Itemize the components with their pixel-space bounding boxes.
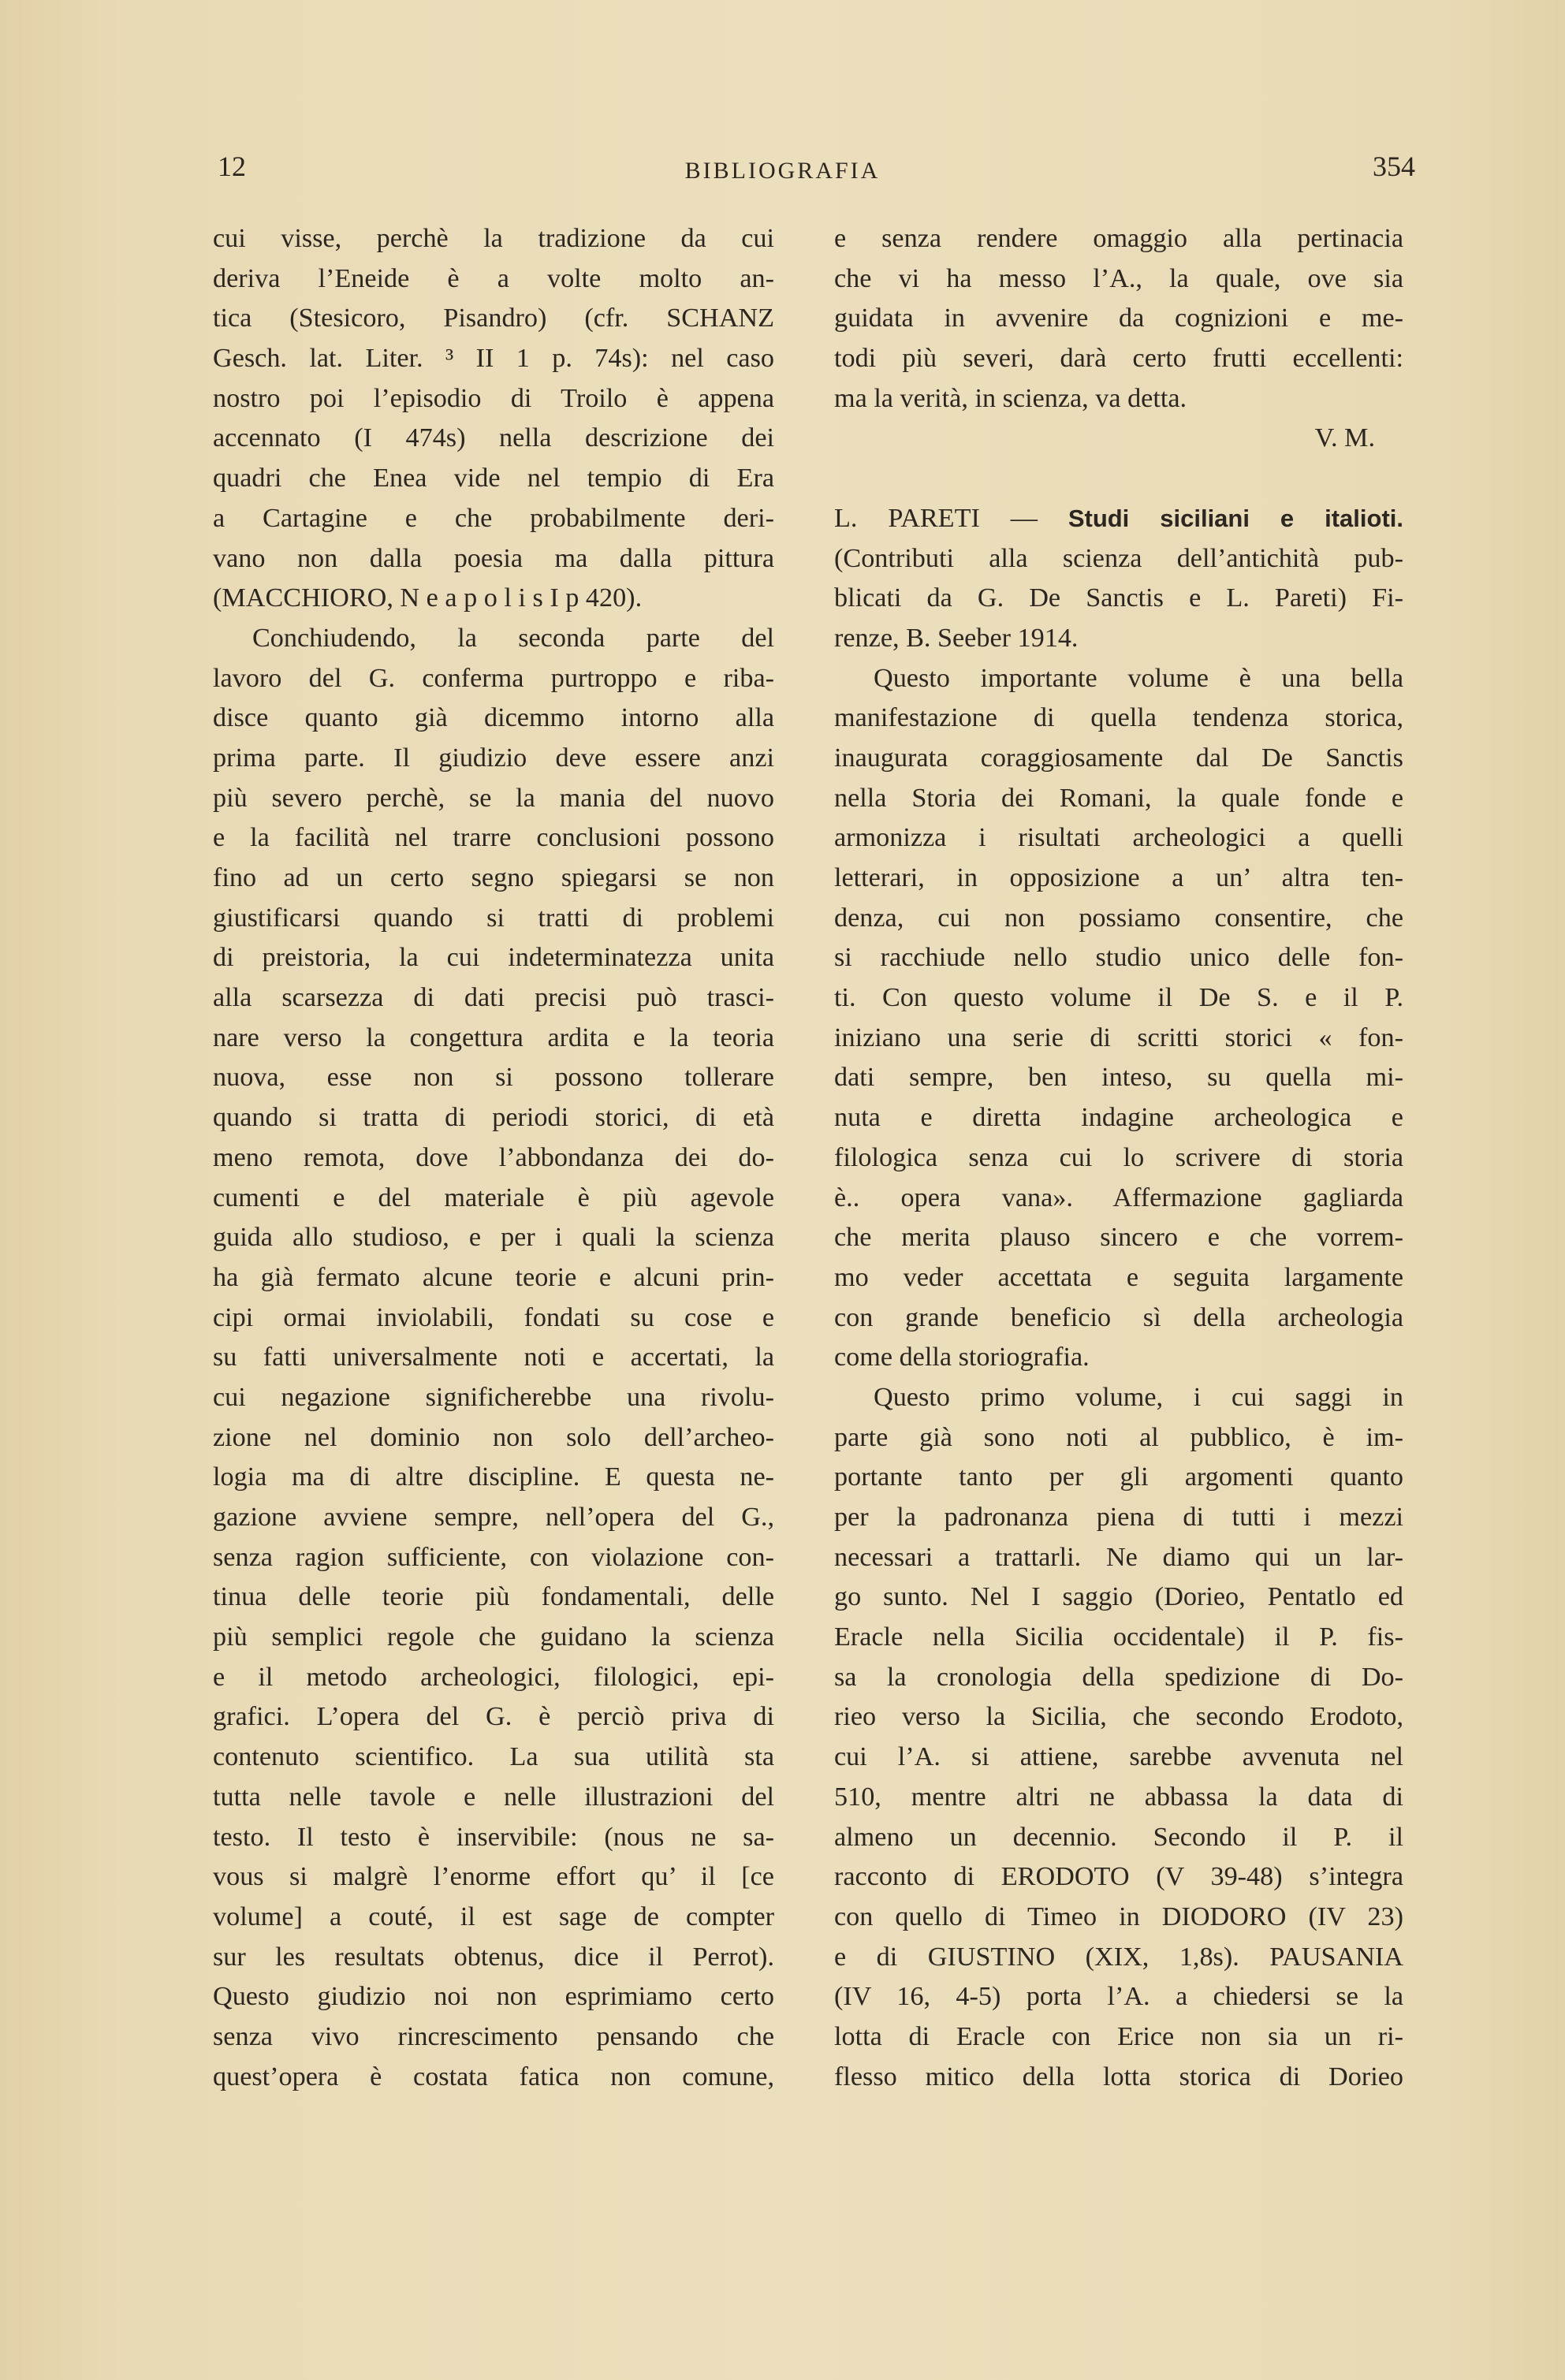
text-line: iniziano una serie di scritti storici « fon- (834, 1022, 1403, 1052)
text-line: e il metodo archeologici, filologici, epi- (213, 1662, 774, 1692)
text-line: più semplici regole che guidano la scienza (213, 1622, 774, 1652)
text-line: todi più severi, darà certo frutti eccellenti: (834, 344, 1403, 374)
text-line: lavoro del G. conferma purtroppo e riba- (213, 663, 774, 693)
text-line: testo. Il testo è inservibile: (nous ne sa- (213, 1822, 774, 1852)
review-conclusion (834, 219, 1403, 419)
text-line: più severo perchè, se la mania del nuovo (213, 783, 774, 813)
text-line: lotta di Eracle con Erice non sia un ri- (834, 2021, 1403, 2051)
text-line: ti. Con questo volume il De S. e il P. (834, 983, 1403, 1013)
text-line: (Contributi alla scienza dell’antichità pub- (834, 543, 1403, 573)
text-line: accennato (I 474s) nella descrizione dei (213, 423, 774, 453)
text-line: senza ragion sufficiente, con violazione con- (213, 1542, 774, 1572)
text-line: logia ma di altre discipline. E questa ne- (213, 1462, 774, 1492)
running-title: BIBLIOGRAFIA (684, 158, 881, 184)
review-body (834, 539, 1403, 2098)
text-line: nuta e diretta indagine archeologica e (834, 1103, 1403, 1133)
text-line: cui negazione significherebbe una rivolu- (213, 1382, 774, 1412)
text-line: grafici. L’opera del G. è perciò priva di (213, 1702, 774, 1732)
text-line: giustificarsi quando si tratti di problemi (213, 903, 774, 933)
right-column (834, 219, 1403, 2097)
text-line: fino ad un certo segno spiegarsi se non (213, 863, 774, 892)
text-line: si racchiude nello studio unico delle fon- (834, 943, 1403, 973)
text-line: renze, B. Seeber 1914. (834, 623, 1079, 653)
spacer (834, 459, 1403, 499)
left-page-number: 12 (218, 151, 246, 182)
text-line: inaugurata coraggiosamente dal De Sanctis (834, 743, 1403, 773)
text-line: nella Storia dei Romani, la quale fonde e (834, 783, 1403, 813)
text-line: guida allo studioso, e per i quali la scienza (213, 1223, 774, 1253)
text-line: cumenti e del materiale è più agevole (213, 1183, 774, 1212)
heading-dash: — (979, 503, 1068, 533)
text-line: con quello di Timeo in DIODORO (IV 23) (834, 1901, 1403, 1931)
text-line: mo veder accettata e seguita largamente (834, 1262, 1403, 1292)
text-line: Conchiudendo, la seconda parte del (252, 623, 774, 653)
text-line: letterari, in opposizione a un’ altra ten- (834, 863, 1403, 892)
text-line: parte già sono noti al pubblico, è im- (834, 1422, 1403, 1452)
text-line: contenuto scientifico. La sua utilità sta (213, 1742, 774, 1772)
text-line: come della storiografia. (834, 1343, 1090, 1373)
text-line: armonizza i risultati archeologici a quelli (834, 823, 1403, 853)
text-line: ma la verità, in scienza, va detta. (834, 383, 1187, 413)
text-line: prima parte. Il giudizio deve essere anzi (213, 743, 774, 773)
text-line: e senza rendere omaggio alla pertinacia (834, 224, 1403, 253)
text-line: con grande beneficio sì della archeologia (834, 1302, 1403, 1332)
text-line: nuova, esse non si possono tollerare (213, 1063, 774, 1093)
text-line: blicati da G. De Sanctis e L. Pareti) Fi- (834, 583, 1403, 613)
text-line: è.. opera vana». Affermazione gagliarda (834, 1183, 1403, 1212)
text-line: gazione avviene sempre, nell’opera del G., (213, 1503, 774, 1532)
text-line: go sunto. Nel I saggio (Dorieo, Pentatlo ed (834, 1582, 1403, 1612)
text-line: per la padronanza piena di tutti i mezzi (834, 1503, 1403, 1532)
text-line: nostro poi l’episodio di Troilo è appena (213, 383, 774, 413)
text-line: almeno un decennio. Secondo il P. il (834, 1822, 1403, 1852)
text-line: Questo primo volume, i cui saggi in (874, 1382, 1403, 1412)
text-line: a Cartagine e che probabilmente deri- (213, 503, 774, 533)
text-line: e la facilità nel trarre conclusioni possono (213, 823, 774, 853)
text-line: meno remota, dove l’abbondanza dei do- (213, 1142, 774, 1172)
text-line: alla scarsezza di dati precisi può trasci- (213, 983, 774, 1013)
text-line: cui visse, perchè la tradizione da cui (213, 224, 774, 253)
text-line: deriva l’Eneide è a volte molto an- (213, 263, 774, 293)
text-line: cipi ormai inviolabili, fondati su cose e (213, 1302, 774, 1332)
text-line: necessari a trattarli. Ne diamo qui un lar- (834, 1542, 1403, 1572)
text-line: denza, cui non possiamo consentire, che (834, 903, 1403, 933)
text-line: volume] a couté, il est sage de compter (213, 1901, 774, 1931)
review-title: Studi siciliani e italioti. (1068, 504, 1404, 532)
text-line: sa la cronologia della spedizione di Do- (834, 1662, 1403, 1692)
text-line: (IV 16, 4-5) porta l’A. a chiedersi se la (834, 1982, 1403, 2012)
review-author: L. PARETI (834, 503, 980, 533)
right-page-number: 354 (1373, 151, 1415, 182)
text-line: (MACCHIORO, N e a p o l i s I p 420). (213, 583, 643, 613)
text-line: racconto di ERODOTO (V 39-48) s’integra (834, 1862, 1403, 1892)
text-line: di preistoria, la cui indeterminatezza unita (213, 943, 774, 973)
text-line: dati sempre, ben inteso, su quella mi- (834, 1063, 1403, 1093)
text-line: quest’opera è costata fatica non comune, (213, 2062, 774, 2091)
text-line: Questo giudizio noi non esprimiamo certo (213, 1982, 774, 2012)
text-line: su fatti universalmente noti e accertati, la (213, 1343, 774, 1373)
text-line: guidata in avvenire da cognizioni e me- (834, 304, 1403, 333)
text-line: che vi ha messo l’A., la quale, ove sia (834, 263, 1403, 293)
text-line: filologica senza cui lo scrivere di storia (834, 1142, 1403, 1172)
left-column (213, 219, 774, 2097)
text-line: vano non dalla poesia ma dalla pittura (213, 543, 774, 573)
text-line: senza vivo rincrescimento pensando che (213, 2021, 774, 2051)
text-line: tinua delle teorie più fondamentali, delle (213, 1582, 774, 1612)
text-line: quadri che Enea vide nel tempio di Era (213, 464, 774, 494)
text-line: rieo verso la Sicilia, che secondo Erodoto, (834, 1702, 1403, 1732)
review-heading (834, 499, 1403, 539)
text-line: portante tanto per gli argomenti quanto (834, 1462, 1403, 1492)
text-line: tica (Stesicoro, Pisandro) (cfr. SCHANZ (213, 304, 774, 333)
text-line: manifestazione di quella tendenza storica, (834, 703, 1403, 733)
text-line: Eracle nella Sicilia occidentale) il P. fis- (834, 1622, 1403, 1652)
text-line: Questo importante volume è una bella (874, 663, 1403, 693)
text-line: flesso mitico della lotta storica di Dorieo (834, 2062, 1403, 2091)
text-line: cui l’A. si attiene, sarebbe avvenuta nel (834, 1742, 1403, 1772)
text-line: e di GIUSTINO (XIX, 1,8s). PAUSANIA (834, 1942, 1403, 1972)
text-line: ha già fermato alcune teorie e alcuni prin- (213, 1262, 774, 1292)
text-line: tutta nelle tavole e nelle illustrazioni del (213, 1782, 774, 1812)
text-line: vous si malgrè l’enorme effort qu’ il [ce (213, 1862, 774, 1892)
text-line: nare verso la congettura ardita e la teoria (213, 1022, 774, 1052)
text-line: disce quanto già dicemmo intorno alla (213, 703, 774, 733)
text-line: Gesch. lat. Liter. ³ II 1 p. 74s): nel caso (213, 344, 774, 374)
text-line: quando si tratta di periodi storici, di età (213, 1103, 774, 1133)
text-line: zione nel dominio non solo dell’archeo- (213, 1422, 774, 1452)
text-line: che merita plauso sincero e che vorrem- (834, 1223, 1403, 1253)
text-line: 510, mentre altri ne abbassa la data di (834, 1782, 1403, 1812)
reviewer-signature: V. M. (1314, 423, 1375, 453)
text-line: sur les resultats obtenus, dice il Perrot). (213, 1942, 774, 1972)
